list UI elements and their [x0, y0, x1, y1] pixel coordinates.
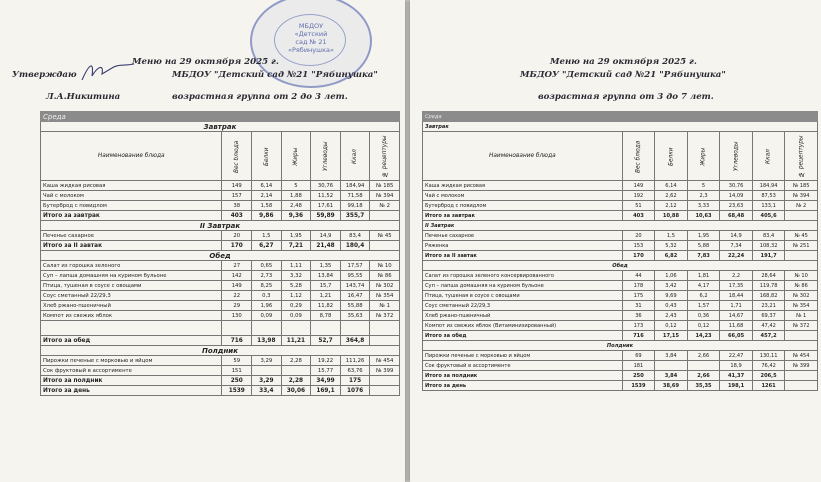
- column-header: Наименование блюда: [423, 132, 623, 181]
- table-row: Каша жидкая рисовая 149 6,14 5 30,76 184,94 № 185: [41, 181, 400, 191]
- day-header: Среда: [423, 112, 818, 122]
- table-row: Печенье сахарное 20 1,5 1,95 14,9 83,4 № 45: [41, 231, 400, 241]
- menu-table: [40, 111, 400, 396]
- approve-label: Утверждаю: [12, 70, 77, 80]
- stamp-line: «Рябинушка»: [288, 46, 334, 54]
- total-row: Итого за II завтак 170 6,27 7,21 21,48 180,4: [41, 241, 400, 251]
- table-row: Бутерброд с повидлом 38 1,58 2,48 17,61 99,18 № 2: [41, 201, 400, 211]
- age-group: возрастная группа от 3 до 7 лет.: [538, 92, 714, 102]
- table-row: Пирожки печеные с морковью и яйцом 69 3,84 2,66 22,47 130,11 № 454: [423, 351, 818, 361]
- column-header: Наименование блюда: [41, 132, 222, 181]
- table-row: Птица, тушеная в соусе с овощами 149 8,25 5,28 15,7 143,74 № 302: [41, 281, 400, 291]
- column-header: Жиры: [687, 132, 720, 181]
- signer-name: Л.А.Никитина: [46, 92, 121, 102]
- table-row: Компот из свежих яблок (Витаминизированный) 173 0,12 0,12 11,68 47,42 № 372: [423, 321, 818, 331]
- table-row: Салат из горошка зеленого 27 0,65 1,11 1,35 17,57 № 10: [41, 261, 400, 271]
- total-row: Итого за II завтак 170 6,82 7,83 22,24 191,7: [423, 251, 818, 261]
- section-title: Обед: [41, 251, 400, 261]
- column-header: № рецептуры: [370, 132, 400, 181]
- stamp-line: «Детский: [294, 30, 328, 38]
- table-row: Соус сметанный 22/29,3 31 0,43 1,57 1,71 23,21 № 354: [423, 301, 818, 311]
- column-header: Белки: [655, 132, 688, 181]
- total-row: Итого за завтрак 403 9,86 9,36 59,89 355,7: [41, 211, 400, 221]
- total-row: Итого за полдник 250 3,29 2,28 34,99 175: [41, 376, 400, 386]
- table-row: Пирожки печеные с морковью и яйцом 59 3,29 2,28 19,22 111,26 № 454: [41, 356, 400, 366]
- total-row: Итого за полдник 250 3,84 2,66 41,37 206,5: [423, 371, 818, 381]
- table-row: Хлеб ржано-пшеничный 36 2,43 0,36 14,67 69,37 № 1: [423, 311, 818, 321]
- column-header: Углеводы: [720, 132, 753, 181]
- signature-icon: [78, 60, 138, 86]
- menu-table: [422, 111, 818, 391]
- age-group: возрастная группа от 2 до 3 лет.: [172, 92, 348, 102]
- column-header: Вес блюда: [222, 132, 252, 181]
- table-row: Суп – лапша домашняя на курином бульоне 142 2,73 3,32 13,84 95,55 № 86: [41, 271, 400, 281]
- table-row: Сок фруктовый в ассортименте 151 15,77 63,76 № 399: [41, 366, 400, 376]
- left-menu-sheet: [0, 0, 405, 482]
- table-row: Печенье сахарное 20 1,5 1,95 14,9 83,4 № 45: [423, 231, 818, 241]
- right-menu-sheet: [410, 0, 821, 482]
- column-header: Вес блюда: [622, 132, 655, 181]
- table-row: Ряженка 153 5,32 5,88 7,34 108,32 № 251: [423, 241, 818, 251]
- total-row: Итого за обед 716 13,98 11,21 52,7 364,8: [41, 336, 400, 346]
- column-header: Белки: [252, 132, 282, 181]
- section-title: Полдник: [41, 346, 400, 356]
- section-title: II Завтрак: [423, 221, 818, 231]
- table-row: Чай с молоком 192 2,62 2,3 14,09 87,53 № 394: [423, 191, 818, 201]
- table-row: Соус сметанный 22/29,3 22 0,3 1,12 1,21 16,47 № 354: [41, 291, 400, 301]
- section-title: Полдник: [423, 341, 818, 351]
- section-title: Завтрак: [423, 122, 818, 132]
- org-name: МБДОУ "Детский сад №21 "Рябинушка": [172, 70, 378, 80]
- table-row: Бутерброд с повидлом 51 2,12 3,33 23,63 133,1 № 2: [423, 201, 818, 211]
- stamp-line: сад № 21: [295, 38, 327, 46]
- menu-date: Меню на 29 октября 2025 г.: [132, 57, 279, 67]
- table-row: Птица, тушеная в соусе с овощами 175 9,69 6,2 18,44 168,82 № 302: [423, 291, 818, 301]
- total-row: Итого за завтрак 403 10,88 10,63 68,48 405,6: [423, 211, 818, 221]
- table-row: Сок фруктовый в ассортименте 181 18,9 76,42 № 399: [423, 361, 818, 371]
- table-row: Компот из свежих яблок 130 0,09 0,09 8,78 35,63 № 372: [41, 311, 400, 321]
- column-header: Ккал: [340, 132, 370, 181]
- table-row: Чай с молоком 157 2,14 1,88 11,52 71,58 № 394: [41, 191, 400, 201]
- column-header: № рецептуры: [785, 132, 818, 181]
- table-row: Салат из горошка зеленого консервированного 44 1,06 1,81 2,2 28,64 № 10: [423, 271, 818, 281]
- stamp-line: МБДОУ: [298, 22, 324, 30]
- table-row: Хлеб ржано-пшеничный 29 1,96 0,29 11,82 55,88 № 1: [41, 301, 400, 311]
- menu-date: Меню на 29 октября 2025 г.: [550, 57, 697, 67]
- column-header: Углеводы: [311, 132, 341, 181]
- table-row: Суп – лапша домашняя на курином бульоне 178 3,42 4,17 17,35 119,78 № 86: [423, 281, 818, 291]
- day-header: Среда: [41, 112, 400, 122]
- org-name: МБДОУ "Детский сад №21 "Рябинушка": [520, 70, 726, 80]
- section-title: Обед: [423, 261, 818, 271]
- table-row: Каша жидкая рисовая 149 6,14 5 30,76 184,94 № 185: [423, 181, 818, 191]
- column-header: Жиры: [281, 132, 311, 181]
- section-title: Завтрак: [41, 122, 400, 132]
- day-total-row: Итого за день 1539 33,4 30,06 169,1 1076: [41, 386, 400, 396]
- day-total-row: Итого за день 1539 38,69 35,35 198,1 1261: [423, 381, 818, 391]
- section-title: II Завтрак: [41, 221, 400, 231]
- column-header: Ккал: [752, 132, 785, 181]
- total-row: Итого за обед 716 17,15 14,23 66,05 457,2: [423, 331, 818, 341]
